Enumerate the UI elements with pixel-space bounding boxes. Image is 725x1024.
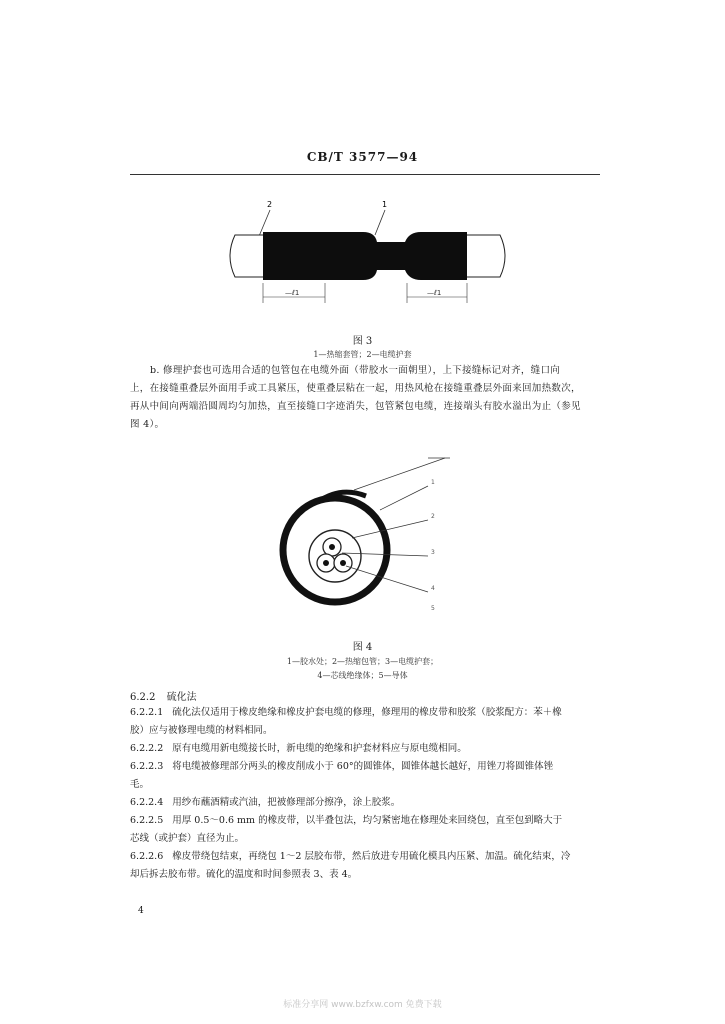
item-b-line-1: b. 修理护套也可选用合适的包管包在电缆外面（带胶水一面朝里），上下接缝标记对齐，缝口向 xyxy=(150,365,561,376)
section-heading xyxy=(130,688,197,703)
heat-shrink-sleeve xyxy=(263,232,467,280)
cable-sheath-left xyxy=(230,235,265,277)
clause-6-2-2-5-line-2: 芯线（或护套）直径为止。 xyxy=(130,833,245,844)
clause-6-2-2-6 xyxy=(130,848,600,866)
footer-watermark[interactable]: 标准分享网 www.bzfxw.com 免费下载 xyxy=(283,1000,442,1010)
clause-6-2-2-6-line-2: 却后拆去胶布带。硫化的温度和时间参照表 3、表 4。 xyxy=(130,869,358,880)
clause-number: 6.2.2.3 xyxy=(130,761,164,772)
page-number: 4 xyxy=(138,906,144,916)
figure4-callout-1: 1 xyxy=(431,479,435,486)
clause-6-2-2-2 xyxy=(130,740,600,758)
figure-4-caption-line-1: 1—胶水处；2—热缩包管；3—电缆护套； xyxy=(286,657,439,666)
clause-number: 6.2.2.6 xyxy=(130,851,164,862)
figure4-callout-4: 4 xyxy=(431,585,435,592)
clause-text-line: 硫化法仅适用于橡皮绝缘和橡皮护套电缆的修理，修理用的橡皮带和胶浆（胶浆配方：苯＋橡 xyxy=(172,707,562,718)
item-b-line-2: 上，在接缝重叠层外面用手或工具紧压，使重叠层粘在一起，用热风枪在接缝重叠层外面来回加热数次， xyxy=(130,383,581,394)
figure-3-title: 图 3 xyxy=(352,336,373,347)
clause-text-line: 用厚 0.5～0.6 mm 的橡皮带，以半叠包法，均匀紧密地在修理处来回绕包，直至包到略大于 xyxy=(172,815,563,826)
clause-text-line: 橡皮带绕包结束，再绕包 1～2 层胶布带，然后放进专用硫化模具内压紧、加温。硫化结束，冷 xyxy=(172,851,571,862)
figure4-callout-3: 3 xyxy=(431,549,435,556)
item-b-line-4: 图 4）。 xyxy=(130,419,165,430)
clause-number: 6.2.2.2 xyxy=(130,743,164,754)
figure-4-caption-line-2: 4—芯线绝缘体；5—导体 xyxy=(317,671,408,680)
clause-number: 6.2.2.5 xyxy=(130,815,164,826)
figure4-callout-2: 2 xyxy=(431,513,435,520)
clause-6-2-2-3-line-2: 毛。 xyxy=(130,779,150,790)
clause-6-2-2-3 xyxy=(130,758,600,776)
clause-text-line: 将电缆被修理部分两头的橡皮削成小于 60°的圆锥体，圆锥体越长越好，用锉刀将圆锥体锉 xyxy=(172,761,554,772)
standard-code-header: CB/T 3577—94 xyxy=(306,150,419,164)
section-number: 6.2.2 xyxy=(130,692,156,703)
section-title: 硫化法 xyxy=(166,692,197,703)
clause-6-2-2-1-line-2: 胶）应与被修理电缆的材料相同。 xyxy=(130,725,273,736)
clause-6-2-2-1 xyxy=(130,704,600,722)
clause-text-line: 原有电缆用新电缆接长时，新电缆的绝缘和护套材料应与原电缆相同。 xyxy=(172,743,467,754)
figure3-callout-1: 1 xyxy=(382,200,388,209)
figure3-dim-left: —ℓ1 xyxy=(285,289,300,297)
clause-text-line: 用纱布蘸酒精或汽油，把被修理部分擦净，涂上胶浆。 xyxy=(172,797,401,808)
figure-4-drawing xyxy=(270,450,450,630)
clause-number: 6.2.2.1 xyxy=(130,707,164,718)
figure3-callout-2: 2 xyxy=(267,200,273,209)
clause-number: 6.2.2.4 xyxy=(130,797,164,808)
cable-sheath-right xyxy=(465,235,505,277)
figure-3-caption: 1—热缩套管；2—电缆护套 xyxy=(313,350,412,359)
figure4-callout-5: 5 xyxy=(431,605,435,612)
figure-4-title: 图 4 xyxy=(352,642,373,653)
clause-6-2-2-5 xyxy=(130,812,600,830)
figure3-dim-right: —ℓ1 xyxy=(427,289,442,297)
clause-6-2-2-4 xyxy=(130,794,600,812)
item-b-line-3: 再从中间向两端沿圆周均匀加热，直至接缝口字迹消失，包管紧包电缆，连接端头有胶水溢出为止（参见 xyxy=(130,401,581,412)
header-rule xyxy=(130,174,600,175)
figure-3-drawing xyxy=(215,195,515,305)
